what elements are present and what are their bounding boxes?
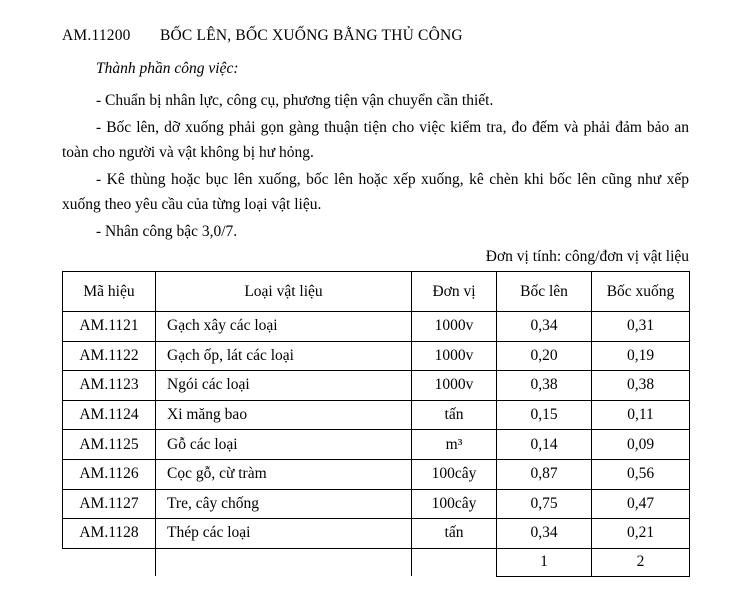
cell-load-up: 0,34 bbox=[497, 312, 592, 342]
section-heading: Thành phần công việc: bbox=[96, 60, 239, 77]
cell-unit: m³ bbox=[412, 430, 497, 460]
header-cell-unit: Đơn vị bbox=[412, 272, 497, 312]
document-code: AM.11200 bbox=[62, 27, 131, 44]
cell-unit: 100cây bbox=[412, 459, 497, 489]
empty-cell bbox=[412, 548, 497, 576]
cell-unit: 100cây bbox=[412, 489, 497, 519]
cell-material: Tre, cây chống bbox=[156, 489, 412, 519]
cell-load-down: 0,19 bbox=[592, 341, 690, 371]
paragraph-prepare: - Chuẩn bị nhân lực, công cụ, phương tiện vận chuyển cần thiết. bbox=[96, 92, 494, 109]
paragraph-stacking-rules: - Kê thùng hoặc bục lên xuống, bốc lên hoặc xếp xuống, kê chèn khi bốc lên cũng như xếp xuống theo yêu cầu của từng loại vật liệu. bbox=[62, 170, 689, 213]
cell-code: AM.1123 bbox=[63, 371, 156, 401]
cell-material: Gỗ các loại bbox=[156, 430, 412, 460]
cell-unit: 1000v bbox=[412, 312, 497, 342]
cell-load-down: 0,56 bbox=[592, 459, 690, 489]
cell-load-up: 0,14 bbox=[497, 430, 592, 460]
cell-load-up: 0,87 bbox=[497, 459, 592, 489]
paragraph-labor-grade: - Nhân công bậc 3,0/7. bbox=[96, 222, 238, 240]
cell-code: AM.1126 bbox=[63, 459, 156, 489]
table-row bbox=[63, 371, 690, 401]
table-row bbox=[63, 341, 690, 371]
empty-cell bbox=[63, 548, 156, 576]
table-row bbox=[63, 519, 690, 549]
cell-material: Gạch ốp, lát các loại bbox=[156, 341, 412, 371]
empty-cell bbox=[156, 548, 412, 576]
cell-material: Gạch xây các loại bbox=[156, 312, 412, 342]
paragraph-loading-rules: - Bốc lên, dỡ xuống phải gọn gàng thuận tiện cho việc kiểm tra, đo đếm và phải đảm bảo an toàn cho người và vật không bị hư hỏng. bbox=[62, 118, 689, 161]
document-title: BỐC LÊN, BỐC XUỐNG BẰNG THỦ CÔNG bbox=[160, 27, 463, 44]
table-row bbox=[63, 489, 690, 519]
cell-load-down: 0,31 bbox=[592, 312, 690, 342]
cell-load-up: 0,20 bbox=[497, 341, 592, 371]
cell-code: AM.1128 bbox=[63, 519, 156, 549]
cell-load-up: 0,75 bbox=[497, 489, 592, 519]
table-row bbox=[63, 430, 690, 460]
table-row bbox=[63, 459, 690, 489]
cell-material: Thép các loại bbox=[156, 519, 412, 549]
cell-load-down: 0,38 bbox=[592, 371, 690, 401]
header-cell-load-up: Bốc lên bbox=[497, 272, 592, 312]
cell-load-up: 0,34 bbox=[497, 519, 592, 549]
cell-load-up: 0,38 bbox=[497, 371, 592, 401]
cell-load-down: 0,11 bbox=[592, 400, 690, 430]
cell-material: Xi măng bao bbox=[156, 400, 412, 430]
cell-unit: tấn bbox=[412, 519, 497, 549]
cell-code: AM.1121 bbox=[63, 312, 156, 342]
header-cell-code: Mã hiệu bbox=[63, 272, 156, 312]
header-cell-material: Loại vật liệu bbox=[156, 272, 412, 312]
cell-material: Cọc gỗ, cừ tràm bbox=[156, 459, 412, 489]
cell-load-down: 0,09 bbox=[592, 430, 690, 460]
cell-code: AM.1125 bbox=[63, 430, 156, 460]
table-row bbox=[63, 312, 690, 342]
column-number-load-down: 2 bbox=[592, 548, 690, 576]
header-cell-load-down: Bốc xuống bbox=[592, 272, 690, 312]
table-row bbox=[63, 400, 690, 430]
table-header-row bbox=[63, 272, 690, 312]
cell-material: Ngói các loại bbox=[156, 371, 412, 401]
column-number-load-up: 1 bbox=[497, 548, 592, 576]
cell-unit: tấn bbox=[412, 400, 497, 430]
cell-load-down: 0,47 bbox=[592, 489, 690, 519]
cell-code: AM.1124 bbox=[63, 400, 156, 430]
cell-code: AM.1122 bbox=[63, 341, 156, 371]
norms-table bbox=[62, 271, 690, 577]
column-number-row bbox=[63, 548, 690, 576]
cell-load-up: 0,15 bbox=[497, 400, 592, 430]
cell-load-down: 0,21 bbox=[592, 519, 690, 549]
cell-unit: 1000v bbox=[412, 341, 497, 371]
document-heading bbox=[62, 27, 689, 45]
unit-note: Đơn vị tính: công/đơn vị vật liệu bbox=[485, 248, 689, 265]
cell-unit: 1000v bbox=[412, 371, 497, 401]
cell-code: AM.1127 bbox=[63, 489, 156, 519]
